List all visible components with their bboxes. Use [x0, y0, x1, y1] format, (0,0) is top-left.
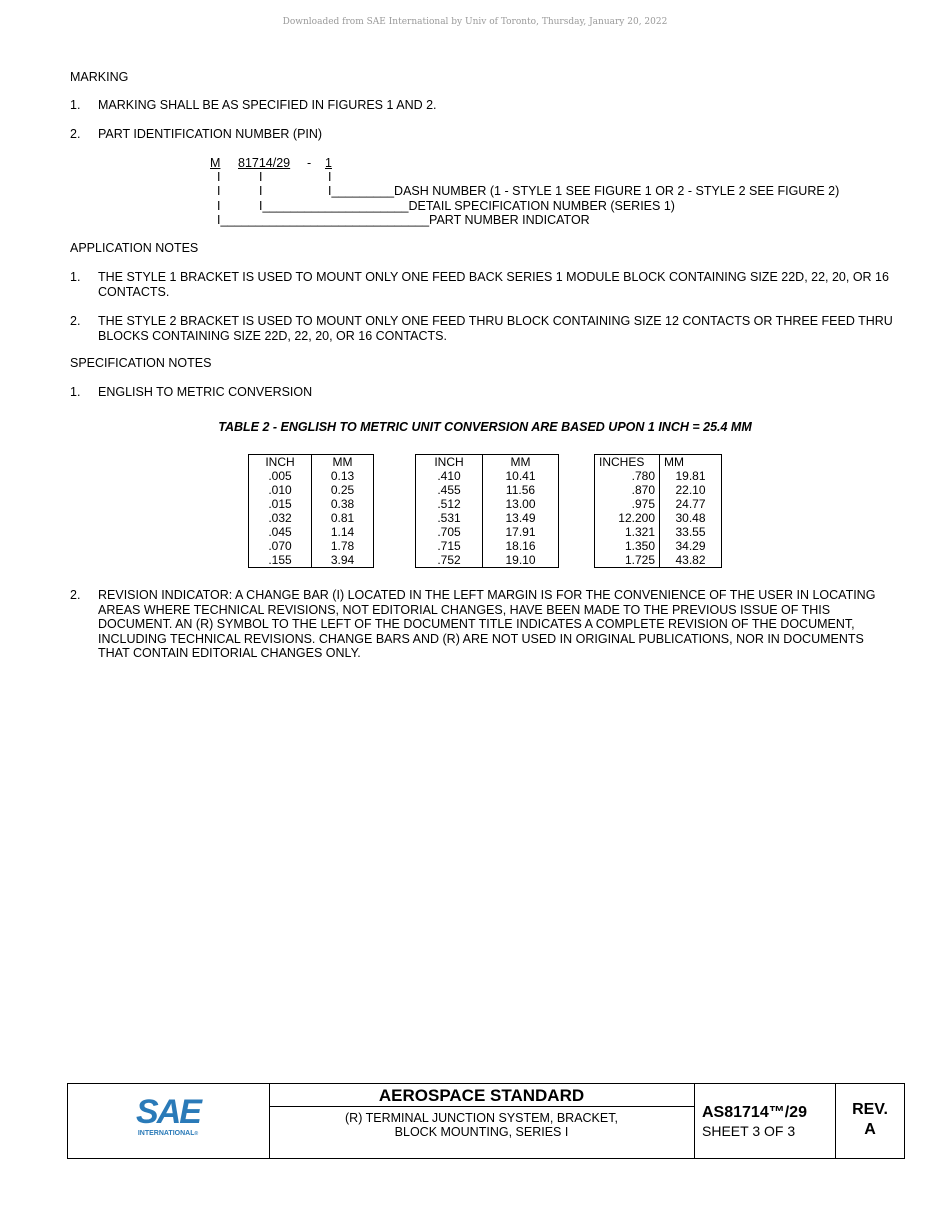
- marking-item-2-text: PART IDENTIFICATION NUMBER (PIN): [98, 127, 323, 141]
- specification-note-2-text: REVISION INDICATOR: A CHANGE BAR (I) LOCATED IN THE LEFT MARGIN IS FOR THE CONVENIENCE OF THE USER IN LOCATING AREAS WHERE TECHNICAL REVISIONS, NOT EDITORIAL CHANGES, HAVE BEEN MADE TO THE PREVIOUS ISSUE OF THIS DOCUMENT. AN (R) SYMBOL TO THE LEFT OF THE DOCUMENT TITLE INDICATES A COMPLETE REVISION OF THE DOCUMENT, INCLUDING TECHNICAL REVISIONS. CHANGE BARS AND (R) ARE NOT USED IN ORIGINAL PUBLICATIONS, NOR IN DOCUMENTS THAT CONTAIN EDITORIAL CHANGES ONLY.: [98, 588, 876, 660]
- column-header: MM: [483, 455, 559, 470]
- table-cell: .010: [249, 483, 312, 497]
- document-title-line-1: (R) TERMINAL JUNCTION SYSTEM, BRACKET,: [345, 1111, 618, 1125]
- sae-logo: [68, 1095, 268, 1139]
- table-cell: 1.78: [312, 539, 374, 553]
- marking-item-1-text: MARKING SHALL BE AS SPECIFIED IN FIGURES 1 AND 2.: [98, 98, 437, 112]
- pin-bar: I: [217, 184, 221, 198]
- table-cell: 12.200: [595, 511, 660, 525]
- table-cell: 1.725: [595, 553, 660, 568]
- table-cell: 24.77: [660, 497, 722, 511]
- table-cell: .070: [249, 539, 312, 553]
- table-cell: .705: [416, 525, 483, 539]
- table-cell: 22.10: [660, 483, 722, 497]
- download-watermark: Downloaded from SAE International by Univ of Toronto, Thursday, January 20, 2022: [282, 17, 668, 27]
- application-note-2-text: THE STYLE 2 BRACKET IS USED TO MOUNT ONLY ONE FEED THRU BLOCK CONTAINING SIZE 12 CONTACTS OR THREE FEED THRU BLOCKS CONTAINING SIZE 22D, 22, 20, OR 16 CONTACTS.: [98, 314, 893, 343]
- sae-logo-subtitle: INTERNATIONAL: [137, 1130, 195, 1137]
- pin-bar: I: [217, 199, 221, 213]
- table-cell: 1.321: [595, 525, 660, 539]
- table-cell: 13.49: [483, 511, 559, 525]
- table-cell: .005: [249, 469, 312, 483]
- table-cell: 0.13: [312, 469, 374, 483]
- table-cell: 43.82: [660, 553, 722, 568]
- table-cell: .045: [249, 525, 312, 539]
- table-cell: 34.29: [660, 539, 722, 553]
- table-cell: 10.41: [483, 469, 559, 483]
- table-cell: 0.25: [312, 483, 374, 497]
- table-cell: 1.14: [312, 525, 374, 539]
- table-cell: 17.91: [483, 525, 559, 539]
- document-title-line-2: BLOCK MOUNTING, SERIES I: [394, 1125, 569, 1139]
- table-cell: 0.81: [312, 511, 374, 525]
- table-cell: 19.81: [660, 469, 722, 483]
- column-header: MM: [660, 455, 722, 470]
- column-header: INCHES: [595, 455, 660, 470]
- table-cell: .455: [416, 483, 483, 497]
- table-cell: 13.00: [483, 497, 559, 511]
- table-cell: 3.94: [312, 553, 374, 568]
- application-notes-heading: APPLICATION NOTES: [70, 241, 199, 255]
- pin-spec-label: I_____________________DETAIL SPECIFICATION NUMBER (SERIES 1): [259, 199, 675, 213]
- marking-item-2-number: 2.: [70, 127, 81, 141]
- registered-mark: ®: [194, 1131, 199, 1137]
- application-note-1-text: THE STYLE 1 BRACKET IS USED TO MOUNT ONLY ONE FEED BACK SERIES 1 MODULE BLOCK CONTAINING SIZE 22D, 22, 20, OR 16 CONTACTS.: [98, 270, 889, 299]
- table-cell: .752: [416, 553, 483, 568]
- table-cell: 19.10: [483, 553, 559, 568]
- document-number: AS81714™/29: [702, 1104, 807, 1121]
- document-category: AEROSPACE STANDARD: [378, 1086, 585, 1105]
- conversion-table-1: [248, 454, 374, 568]
- specification-note-2-number: 2.: [70, 588, 81, 602]
- conversion-table-2: [415, 454, 559, 568]
- revision-value: A: [864, 1121, 876, 1138]
- pin-bar: I: [259, 184, 263, 198]
- pin-dash: -: [307, 156, 312, 170]
- pin-dash-number: 1: [325, 156, 332, 170]
- pin-dash-number-label: I_________DASH NUMBER (1 - STYLE 1 SEE FIGURE 1 OR 2 - STYLE 2 SEE FIGURE 2): [328, 184, 840, 198]
- table-cell: 1.350: [595, 539, 660, 553]
- table-cell: .155: [249, 553, 312, 568]
- marking-item-1-number: 1.: [70, 98, 81, 112]
- column-header: INCH: [416, 455, 483, 470]
- table-cell: .780: [595, 469, 660, 483]
- column-header: MM: [312, 455, 374, 470]
- table-cell: .512: [416, 497, 483, 511]
- sae-logo-mark: SAE: [136, 1093, 200, 1131]
- pin-bar: I: [217, 170, 221, 184]
- specification-note-1-text: ENGLISH TO METRIC CONVERSION: [98, 385, 313, 399]
- table-cell: 30.48: [660, 511, 722, 525]
- table-cell: .015: [249, 497, 312, 511]
- table-cell: 33.55: [660, 525, 722, 539]
- table-cell: .975: [595, 497, 660, 511]
- sheet-number: SHEET 3 OF 3: [702, 1123, 796, 1139]
- pin-bar: I: [259, 170, 263, 184]
- pin-part-label: I______________________________PART NUMBER INDICATOR: [217, 213, 590, 227]
- table-cell: .870: [595, 483, 660, 497]
- pin-prefix: M: [210, 156, 221, 170]
- specification-note-1-number: 1.: [70, 385, 81, 399]
- specification-notes-heading: SPECIFICATION NOTES: [70, 356, 212, 370]
- conversion-table-caption: TABLE 2 - ENGLISH TO METRIC UNIT CONVERSION ARE BASED UPON 1 INCH = 25.4 MM: [218, 420, 752, 434]
- marking-heading: MARKING: [70, 70, 129, 84]
- table-cell: .410: [416, 469, 483, 483]
- table-cell: 0.38: [312, 497, 374, 511]
- table-cell: 18.16: [483, 539, 559, 553]
- application-note-1-number: 1.: [70, 270, 81, 284]
- table-cell: .531: [416, 511, 483, 525]
- column-header: INCH: [249, 455, 312, 470]
- revision-label: REV.: [852, 1101, 888, 1118]
- table-cell: 11.56: [483, 483, 559, 497]
- pin-spec: 81714/29: [238, 156, 291, 170]
- conversion-table-3: [594, 454, 722, 568]
- application-note-2-number: 2.: [70, 314, 81, 328]
- table-cell: .715: [416, 539, 483, 553]
- table-cell: .032: [249, 511, 312, 525]
- pin-bar: I: [328, 170, 332, 184]
